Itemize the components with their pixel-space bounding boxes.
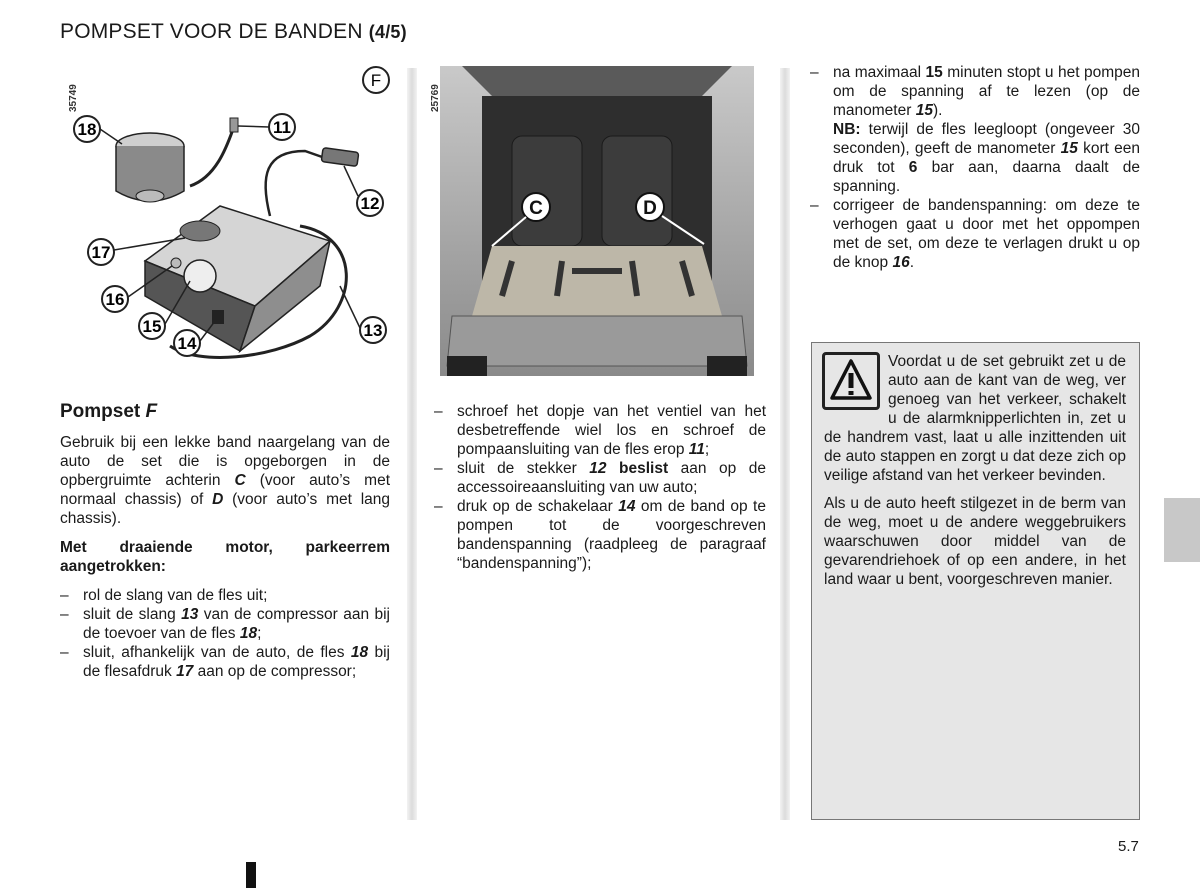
warning-paragraph-1: Voordat u de set gebruikt zet u de auto aan de kant van de weg, ver genoeg van het verkeer, schakelt u de alarmknipperlichten in, zet u de handrem vast, laat u alle inzittenden uit de auto stappen en zorgt u dat deze zich op veilige afstand van het verkeer bevinden.	[824, 353, 1126, 484]
title-part: (4/5)	[368, 22, 407, 42]
warning-text	[824, 352, 1126, 589]
figure-letter: F	[370, 71, 382, 90]
page-marker	[246, 862, 256, 888]
section-heading: Pompset F	[60, 401, 158, 422]
steps-list-1	[60, 586, 390, 681]
figure-id: 25769	[430, 84, 441, 112]
title-text: POMPSET VOOR DE BANDEN	[60, 20, 363, 43]
column-separator-1	[407, 68, 417, 820]
list-item: – rol de slang van de fles uit;	[60, 586, 390, 605]
callout-14: 14	[177, 334, 197, 353]
callout-18: 18	[77, 120, 97, 139]
compressor-figure	[60, 66, 390, 376]
callout-17: 17	[91, 243, 111, 262]
list-item: – sluit, afhankelijk van de auto, de fles 18 bij de flesafdruk 17 aan op de compressor;	[60, 643, 390, 681]
label-c: C	[529, 198, 543, 219]
condition-line: Met draaiende motor, parkeerrem aangetrokken:	[60, 539, 390, 575]
warning-paragraph-2: Als u de auto heeft stilgezet in de berm van de weg, moet u de andere weggebruikers waarschuwen door middel van de gevarendriehoek of op een andere, in het land waar u bent, voorgeschreven manier.	[824, 495, 1126, 588]
list-item: – corrigeer de bandenspanning: om deze te verhogen gaat u door met het oppompen met de set, om deze te verlagen drukt u op de knop 16.	[810, 196, 1140, 272]
page-title	[60, 20, 407, 44]
callout-12: 12	[360, 194, 380, 213]
callout-16: 16	[105, 290, 125, 309]
column-separator-2	[780, 68, 790, 820]
car-boot-photo	[422, 66, 772, 388]
label-d: D	[643, 198, 657, 219]
figure-id: 35749	[68, 84, 79, 112]
compressor-illustration	[60, 66, 390, 376]
column-middle	[434, 402, 766, 573]
page-number: 5.7	[1118, 838, 1139, 855]
callout-15: 15	[142, 317, 162, 336]
steps-list-3	[810, 63, 1140, 272]
car-boot-figure	[422, 66, 772, 388]
list-item: – druk op de schakelaar 14 om de band op te pompen tot de voorgeschreven bandenspanning (raadpleeg de paragraaf “bandenspanning”);	[434, 497, 766, 573]
chapter-tab	[1164, 498, 1200, 562]
column-left	[60, 402, 390, 681]
callout-11: 11	[273, 118, 291, 137]
list-item: – na maximaal 15 minuten stopt u het pompen om de spanning af te lezen (op de manometer 15). NB: terwijl de fles leegloopt (ongeveer 30 seconden), geeft de manometer 15 kort een druk tot 6 bar aan, daarna daalt de spanning.	[810, 63, 1140, 196]
column-right	[810, 63, 1140, 272]
list-item: – schroef het dopje van het ventiel van het desbetreffende wiel los en schroef de pompaansluiting van de fles erop 11;	[434, 402, 766, 459]
steps-list-2	[434, 402, 766, 573]
list-item: – sluit de stekker 12 beslist aan op de accessoireaansluiting van uw auto;	[434, 459, 766, 497]
list-item: – sluit de slang 13 van de compressor aan bij de toevoer van de fles 18;	[60, 605, 390, 643]
intro-paragraph: Gebruik bij een lekke band naargelang van de auto de set die is opgeborgen in de opbergruimte achterin C (voor auto’s met normaal chassis) of D (voor auto’s met lang chassis).	[60, 434, 390, 527]
callout-13: 13	[363, 321, 383, 340]
